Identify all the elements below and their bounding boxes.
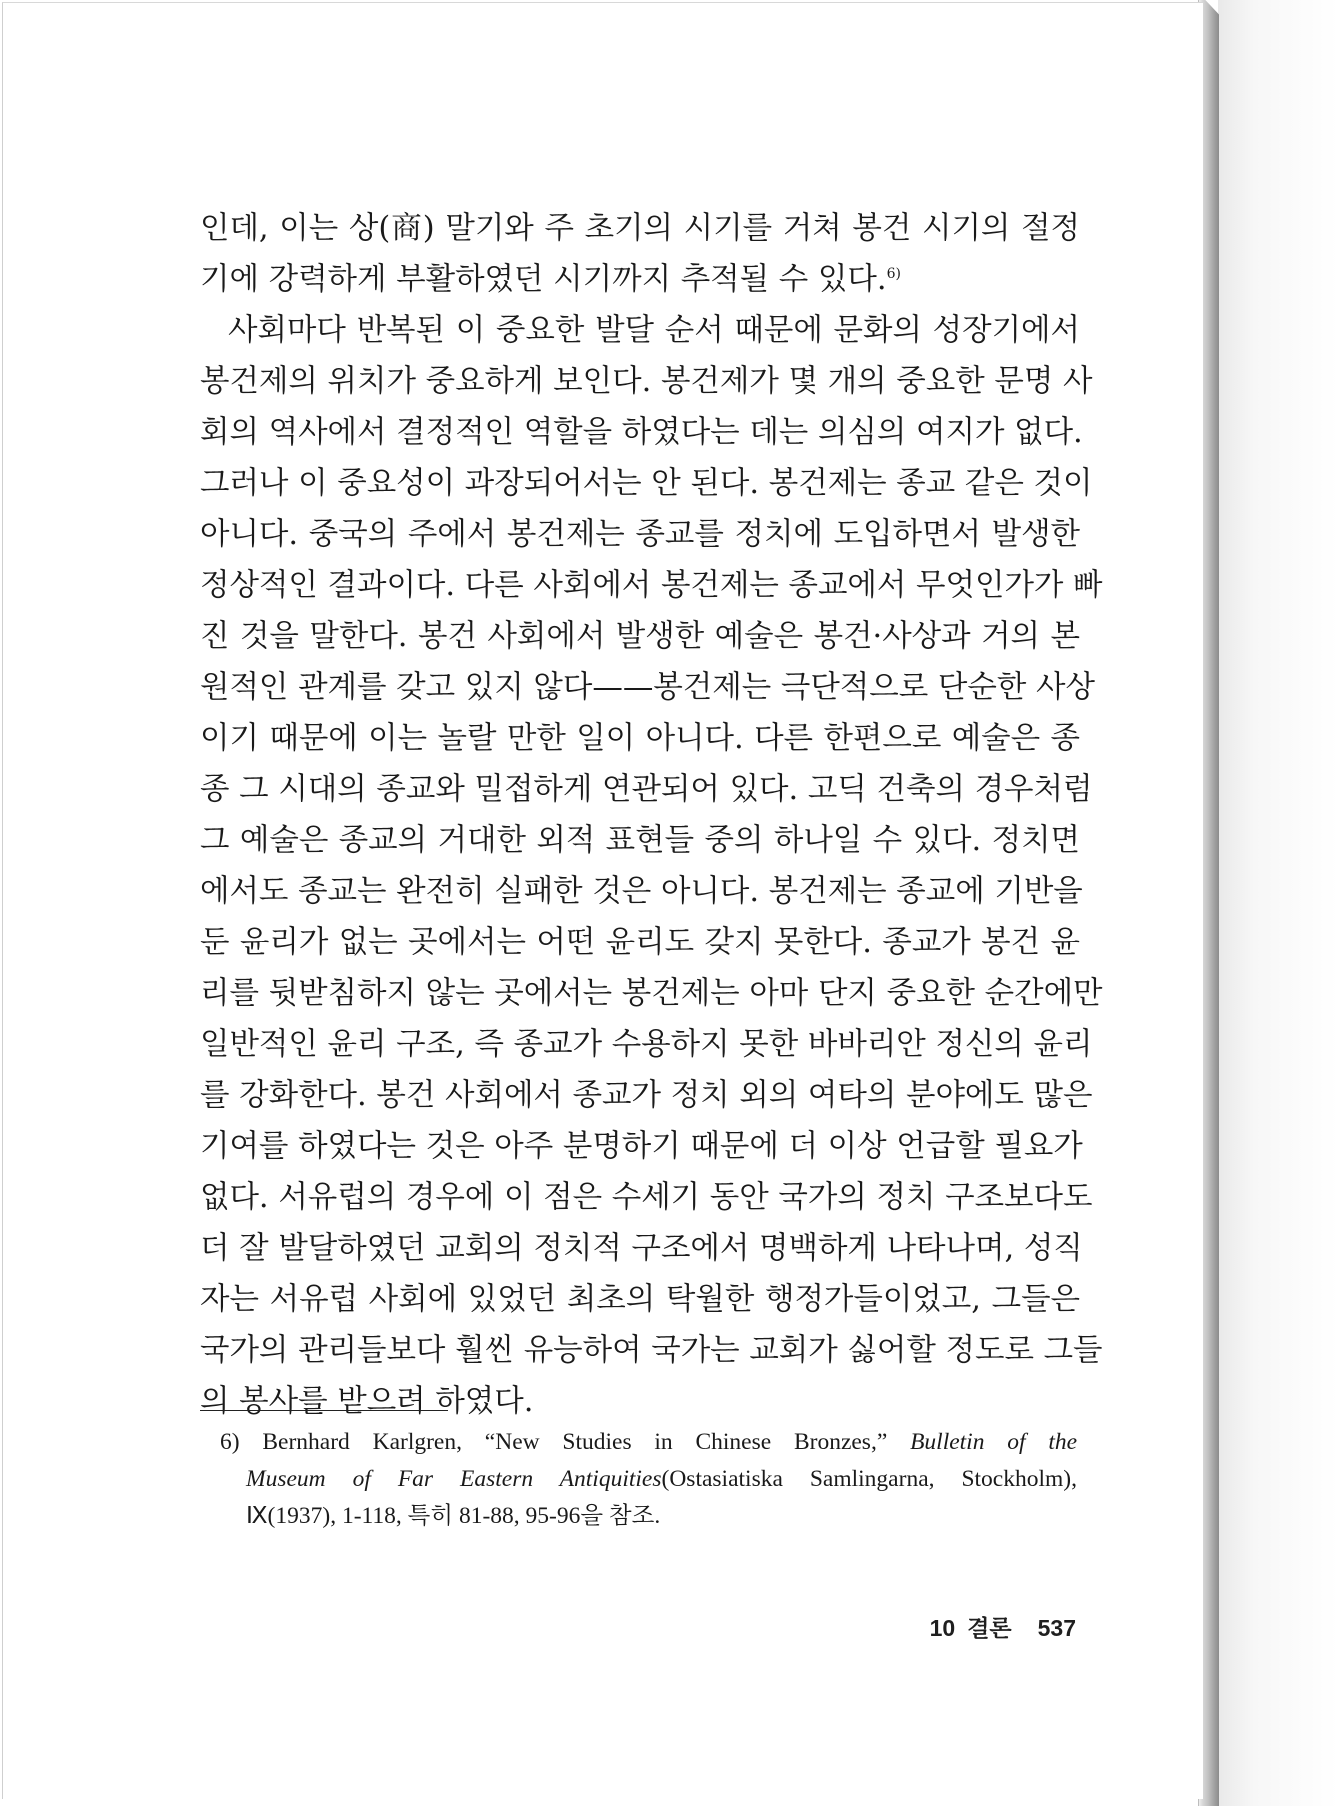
text-line: 종 그 시대의 종교와 밀접하게 연관되어 있다. 고딕 건축의 경우처럼 <box>200 772 1093 807</box>
footnote-journal-title: Bulletin of the <box>910 1429 1078 1455</box>
text-line: 를 강화한다. 봉건 사회에서 종교가 정치 외의 여타의 분야에도 많은 <box>200 1078 1093 1113</box>
footnote-journal-title: Museum of Far Eastern Antiquities <box>246 1466 662 1492</box>
footnote-article-title: “New Studies in Chinese Bronzes,” <box>484 1429 888 1455</box>
footnote-reference[interactable]: 6) <box>886 265 901 282</box>
footnote-publisher: (Ostasiatiska Samlingarna, Stockholm), <box>661 1466 1077 1492</box>
footnote-author: Bernhard Karlgren, <box>262 1429 462 1455</box>
text-line: 봉건제의 위치가 중요하게 보인다. 봉건제가 몇 개의 중요한 문명 사 <box>200 364 1093 399</box>
footnote-divider <box>200 1410 448 1411</box>
text-line: 그러나 이 중요성이 과장되어서는 안 된다. 봉건제는 종교 같은 것이 <box>200 466 1093 501</box>
text-line: 정상적인 결과이다. 다른 사회에서 봉건제는 종교에서 무엇인가가 빠 <box>200 568 1103 603</box>
text-line: 인데, 이는 상(商) 말기와 주 초기의 시기를 거쳐 봉건 시기의 절정 <box>200 211 1080 246</box>
text-line <box>200 254 1080 305</box>
footnote-line <box>220 1461 1077 1498</box>
text-line: 의 봉사를 받으려 하였다. <box>200 1384 534 1419</box>
chapter-title: 결론 <box>967 1615 1012 1641</box>
text-line: 기여를 하였다는 것은 아주 분명하기 때문에 더 이상 언급할 필요가 <box>200 1129 1083 1164</box>
text-line-content: 기에 강력하게 부활하였던 시기까지 추적될 수 있다. <box>200 262 887 297</box>
text-line: 이기 때문에 이는 놀랄 만한 일이 아니다. 다른 한편으로 예술은 종 <box>200 721 1080 756</box>
text-line: 진 것을 말한다. 봉건 사회에서 발생한 예술은 봉건·사상과 거의 본 <box>200 619 1080 654</box>
page-number: 537 <box>1037 1615 1076 1641</box>
body-text <box>200 203 1103 1427</box>
footnote <box>220 1424 1077 1535</box>
text-line: 그 예술은 종교의 거대한 외적 표현들 중의 하나일 수 있다. 정치면 <box>200 823 1080 858</box>
text-line: 원적인 관계를 갖고 있지 않다——봉건제는 극단적으로 단순한 사상 <box>200 670 1095 705</box>
text-line: 에서도 종교는 완전히 실패한 것은 아니다. 봉건제는 종교에 기반을 <box>200 874 1083 909</box>
text-line: 회의 역사에서 결정적인 역할을 하였다는 데는 의심의 여지가 없다. <box>200 415 1083 450</box>
text-line: 국가의 관리들보다 훨씬 유능하여 국가는 교회가 싫어할 정도로 그들 <box>200 1333 1103 1368</box>
page-edge-shadow <box>1218 0 1338 1806</box>
text-line: 일반적인 윤리 구조, 즉 종교가 수용하지 못한 바바리안 정신의 윤리 <box>200 1027 1093 1062</box>
chapter-number: 10 <box>929 1615 956 1641</box>
running-footer <box>900 1610 1076 1643</box>
text-line: 아니다. 중국의 주에서 봉건제는 종교를 정치에 도입하면서 발생한 <box>200 517 1080 552</box>
text-line: 리를 뒷받침하지 않는 곳에서는 봉건제는 아마 단지 중요한 순간에만 <box>200 976 1103 1011</box>
text-line: 없다. 서유럽의 경우에 이 점은 수세기 동안 국가의 정치 구조보다도 <box>200 1180 1093 1215</box>
footnote-line <box>220 1424 1077 1461</box>
text-line: 둔 윤리가 없는 곳에서는 어떤 윤리도 갖지 못한다. 종교가 봉건 윤 <box>200 925 1080 960</box>
text-line: 자는 서유럽 사회에 있었던 최초의 탁월한 행정가들이었고, 그들은 <box>200 1282 1080 1317</box>
text-line: 사회마다 반복된 이 중요한 발달 순서 때문에 문화의 성장기에서 <box>228 313 1080 348</box>
text-line: 더 잘 발달하였던 교회의 정치적 구조에서 명백하게 나타나며, 성직 <box>200 1231 1083 1266</box>
footnote-number: 6) <box>220 1429 240 1455</box>
footnote-line: Ⅸ(1937), 1-118, 특히 81-88, 95-96을 참조. <box>246 1503 661 1529</box>
